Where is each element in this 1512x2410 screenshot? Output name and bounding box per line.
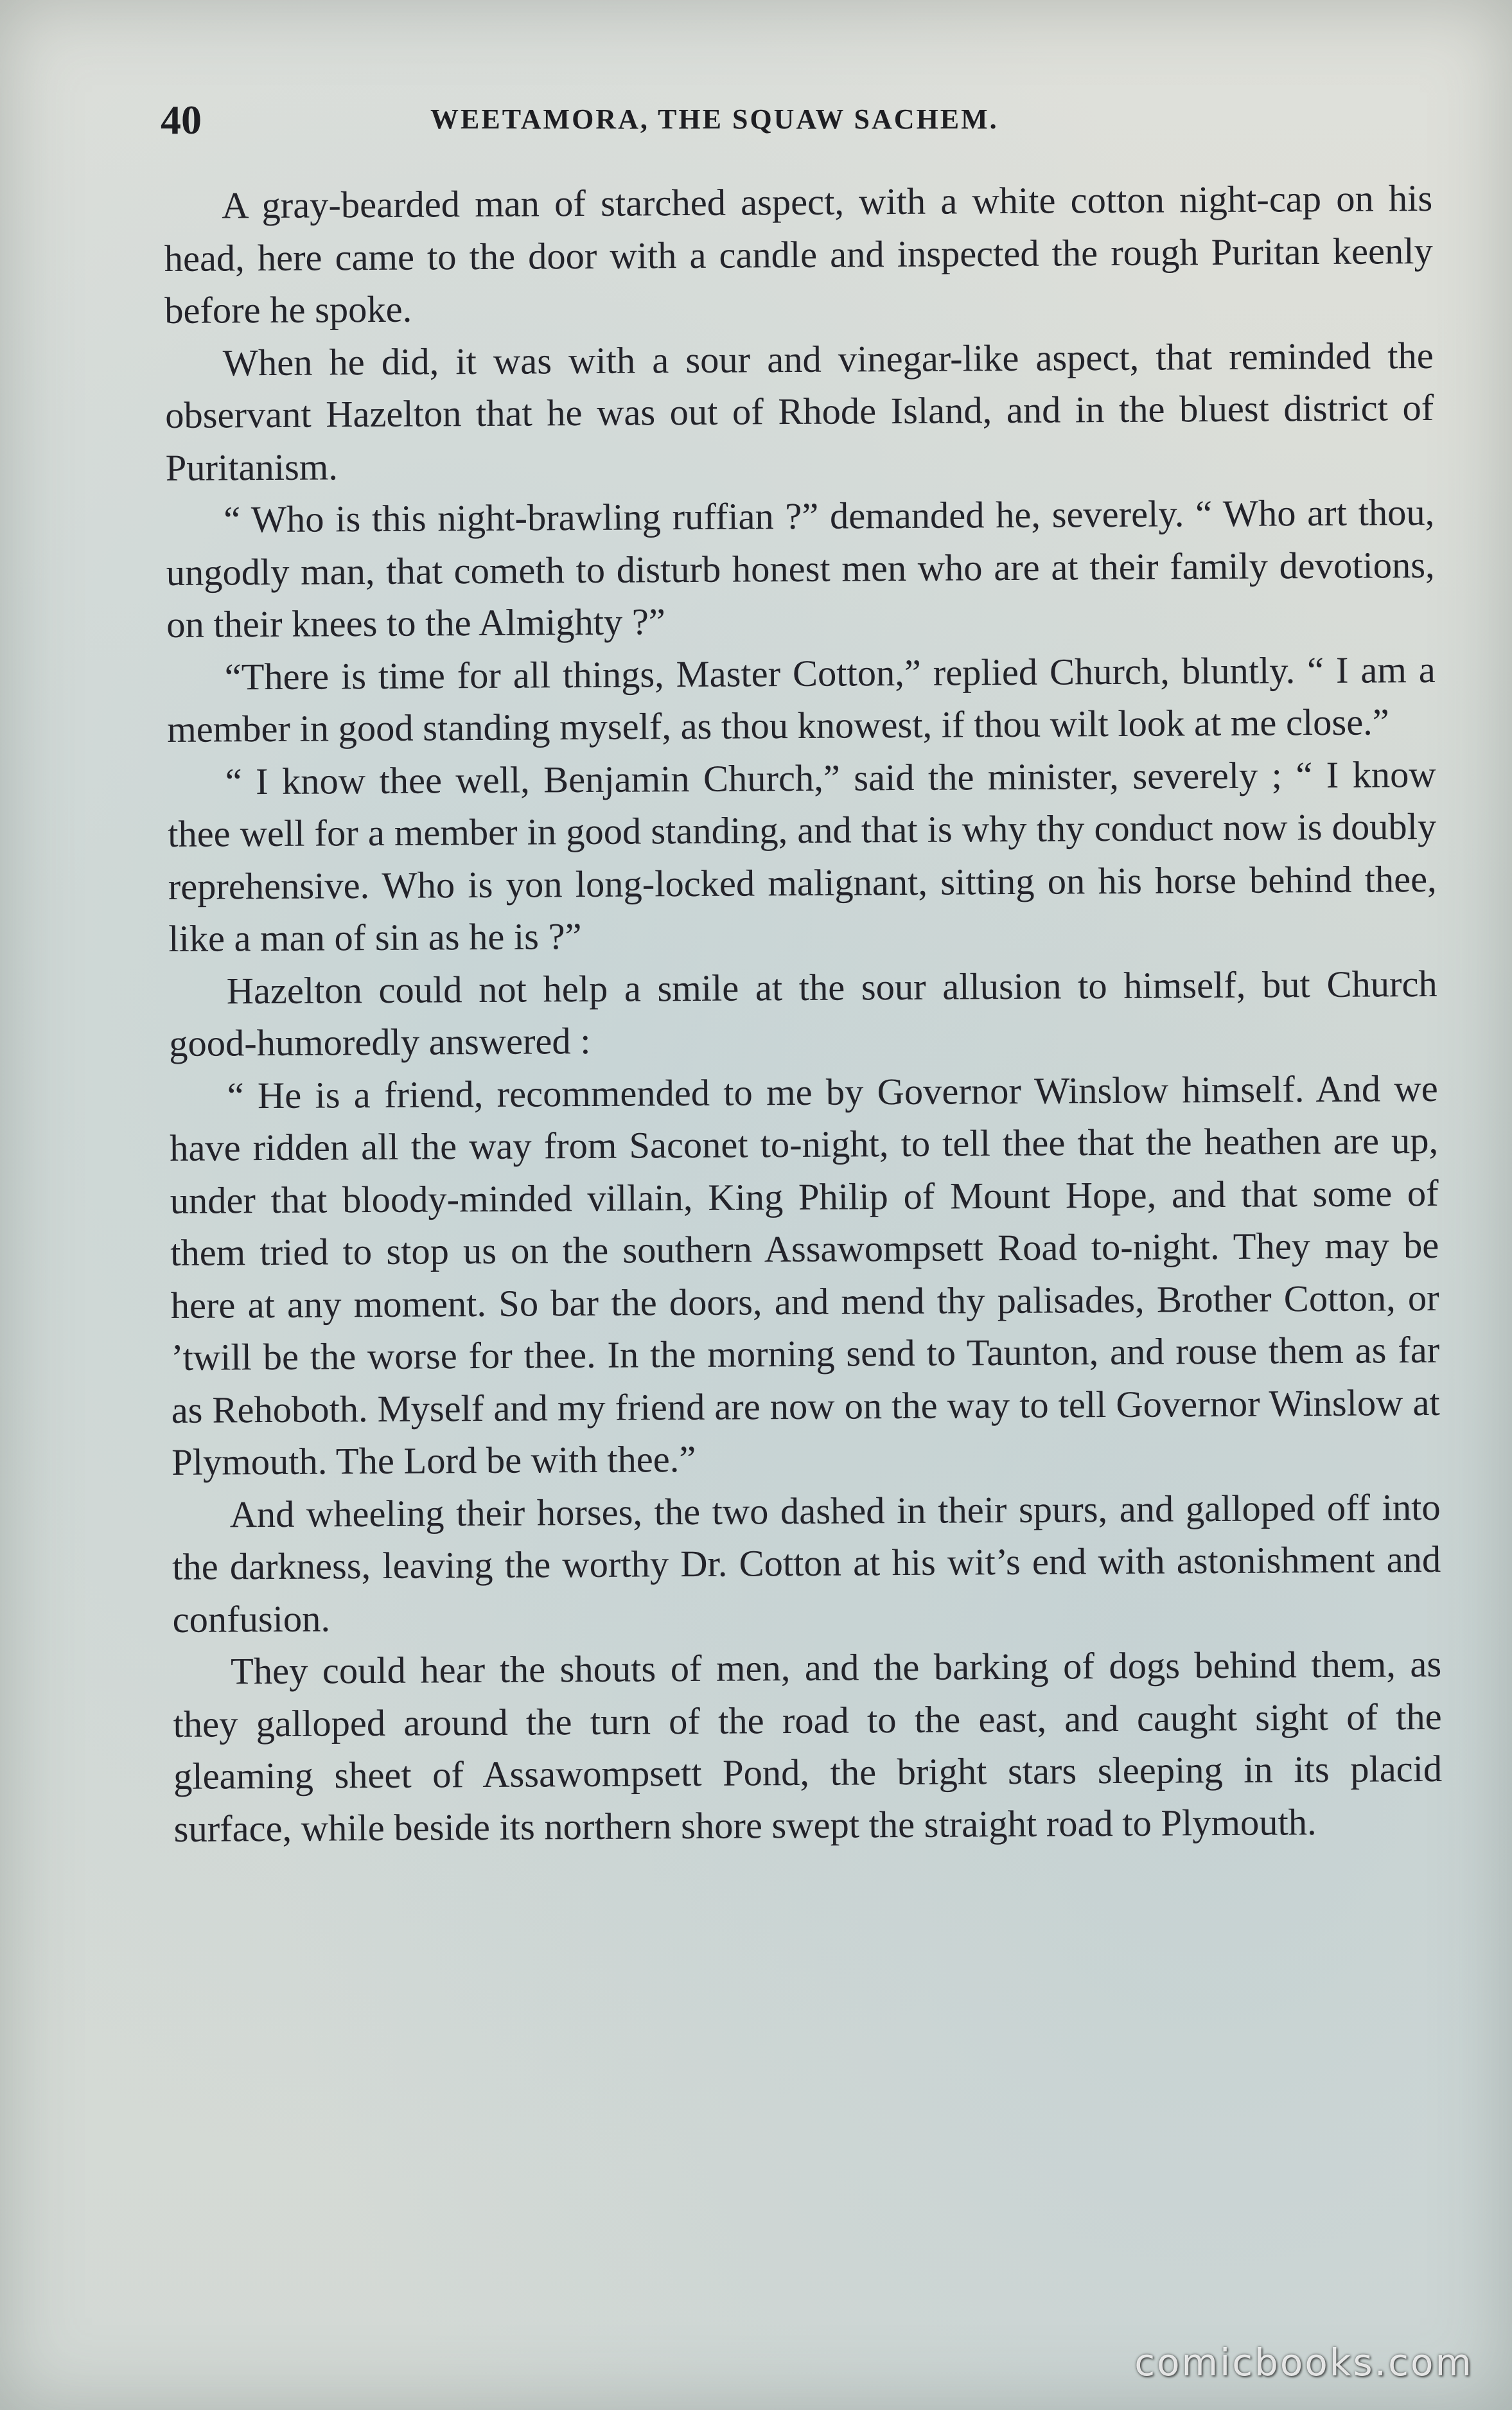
paragraph: And wheeling their horses, the two dashed in their spurs, and galloped off into the darkness, leaving the worthy Dr. Cotton at his wit’s end with astonishment and confusion.	[171, 1486, 1441, 1640]
paragraph: “There is time for all things, Master Cotton,” replied Church, bluntly. “ I am a member in good standing myself, as thou knowest, if thou wilt look at me close.”	[167, 648, 1436, 750]
paragraph: A gray-bearded man of starched aspect, with a white cotton night-cap on his head, here came to the door with a candle and inspected the rough Puritan keenly before he spoke.	[164, 177, 1433, 331]
watermark: comicbooks.com	[1134, 2341, 1473, 2384]
paragraph: They could hear the shouts of men, and the barking of dogs behind them, as they galloped around the turn of the road to the east, and caught sight of the gleaming sheet of Assawompsett Pond, the bright stars sleeping in its placid surface, while beside its northern shore swept the straight road to Plymouth.	[173, 1642, 1443, 1850]
paragraph: Hazelton could not help a smile at the sour allusion to himself, but Church good-humoredly answered :	[169, 962, 1437, 1064]
paragraph: When he did, it was with a sour and vinegar-like aspect, that reminded the observant Hazelton that he was out of Rhode Island, and in the bluest district of Puritanism.	[165, 334, 1434, 489]
body-text	[164, 172, 1443, 1855]
running-title: WEETAMORA, THE SQUAW SACHEM.	[430, 103, 999, 135]
paragraph: “ He is a friend, recommended to me by Governor Winslow himself. And we have ridden all the way from Saconet to-night, to tell thee that the heathen are up, under that bloody-minded villain, King Philip of Mount Hope, and that some of them tried to stop us on the southern Assawompsett Road to-night. They may be here at any moment. So bar the doors, and mend thy palisades, Brother Cotton, or ’twill be the worse for thee. In the morning send to Taunton, and rouse them as far as Rehoboth. Myself and my friend are now on the way to tell Governor Winslow at Plymouth. The Lord be with thee.”	[170, 1067, 1440, 1483]
paragraph: “ Who is this night-brawling ruffian ?” demanded he, severely. “ Who art thou, ungodly man, that cometh to disturb honest men who are at their family devotions, on their knees to the Almighty ?”	[166, 491, 1435, 646]
page-header	[161, 96, 1432, 154]
paragraph: “ I know thee well, Benjamin Church,” said the minister, severely ; “ I know thee well for a member in good standing, and that is why thy conduct now is doubly reprehensive. Who is yon long-locked malignant, sitting on his horse behind thee, like a man of sin as he is ?”	[168, 753, 1437, 960]
page-number: 40	[161, 97, 202, 143]
